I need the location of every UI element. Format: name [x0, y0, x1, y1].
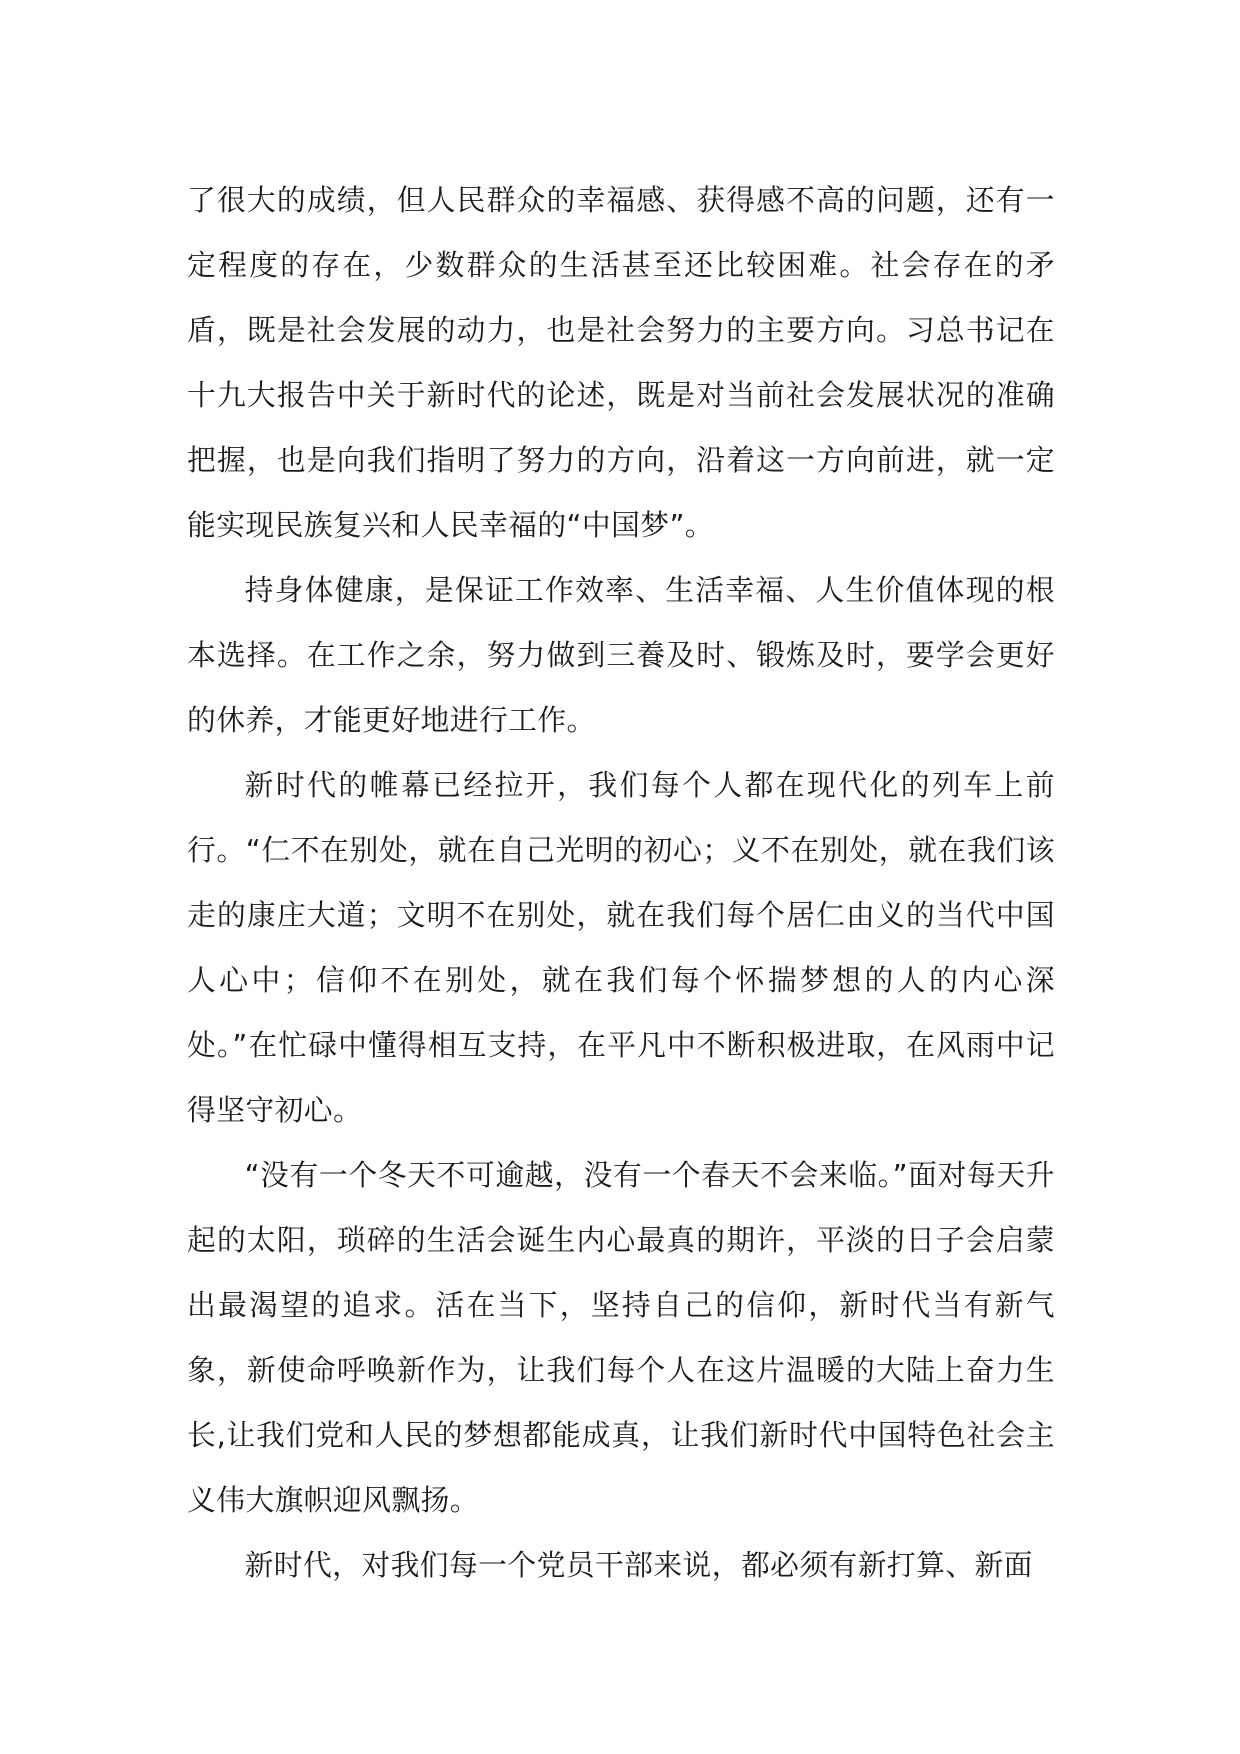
- paragraph-party-cadres: 新时代，对我们每一个党员干部来说，都必须有新打算、新面: [244, 1548, 1033, 1582]
- paragraph-health: 持身体健康，是保证工作效率、生活幸福、人生价值体现的根本选择。在工作之余，努力做到三養及时、锻炼及时，要学会更好的休养，才能更好地进行工作。: [187, 573, 1055, 737]
- paragraph-winter-spring: “没有一个冬天不可逾越，没有一个春天不会来临。”面对每天升起的太阳，琐碎的生活会诞生内心最真的期许，平淡的日子会启蒙出最渴望的追求。活在当下，坚持自己的信仰，新时代当有新气象，新使命呼唤新作为，让我们每个人在这片温暖的大陆上奋力生长,让我们党和人民的梦想都能成真，让我们新时代中国特色社会主义伟大旗帜迎风飘扬。: [187, 1158, 1055, 1517]
- paragraph-new-era: 新时代的帷幕已经拉开，我们每个人都在现代化的列车上前行。“仁不在别处，就在自己光明的初心；义不在别处，就在我们该走的康庄大道；文明不在别处，就在我们每个居仁由义的当代中国人心中；信仰不在别处，就在我们每个怀揣梦想的人的内心深处。”在忙碌中懂得相互支持，在平凡中不断积极进取，在风雨中记得坚守初心。: [187, 768, 1055, 1127]
- paragraph-continued: 了很大的成绩，但人民群众的幸福感、获得感不高的问题，还有一定程度的存在，少数群众的生活甚至还比较困难。社会存在的矛盾，既是社会发展的动力，也是社会努力的主要方向。习总书记在十九大报告中关于新时代的论述，既是对当前社会发展状况的准确把握，也是向我们指明了努力的方向，沿着这一方向前进，就一定能实现民族复兴和人民幸福的“中国梦”。: [187, 183, 1055, 542]
- document-body: [187, 168, 1055, 1598]
